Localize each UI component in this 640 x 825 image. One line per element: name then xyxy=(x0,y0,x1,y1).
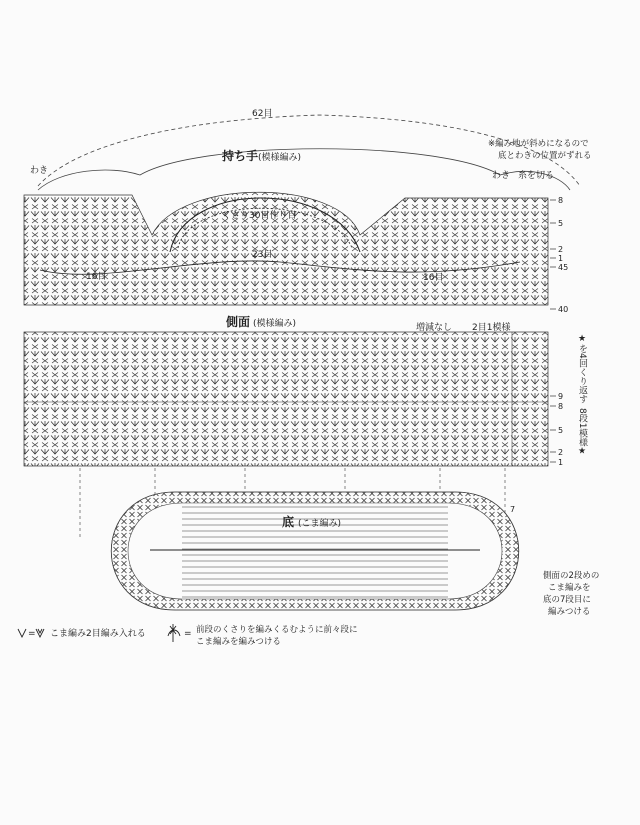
handle-outline xyxy=(38,149,570,190)
row-number-body-3: 5 xyxy=(558,426,564,435)
row-number-body-4: 2 xyxy=(558,448,564,457)
attach-note-2: こま編みを xyxy=(548,583,591,593)
handle-stitch-block xyxy=(24,192,548,305)
legend2-text-2: こま編みを編みつける xyxy=(196,637,281,647)
repeat-note: ★を4回くり返す xyxy=(577,334,587,404)
repeat-rows-note: 8段1模様★ xyxy=(577,408,587,457)
shift-note-1: ※編み地が斜めになるので xyxy=(488,139,589,149)
body-pattern-label: (模様編み) xyxy=(253,319,297,329)
shift-note-2: 底とわきの位置がずれる xyxy=(498,151,592,161)
attach-note-4: 編みつける xyxy=(548,607,591,617)
legend1-text: こま編み2目編み入れる xyxy=(50,629,146,639)
legend-equals-1: = xyxy=(28,629,36,639)
body-title: 側面 xyxy=(226,315,251,329)
center-count: 23目 xyxy=(252,250,273,260)
no-change-label: 増減なし xyxy=(416,323,453,333)
left-count: 16目 xyxy=(86,272,107,282)
side-left-label: わき xyxy=(30,166,49,176)
body-stitch-block xyxy=(24,332,548,466)
attach-note-1: 側面の2段めの xyxy=(543,571,600,581)
row-number-body-2: 8 xyxy=(558,402,564,411)
row-number-handle-3: 1 xyxy=(558,254,564,263)
legend-equals-2: = xyxy=(184,629,192,639)
bottom-pattern-label: (こま編み) xyxy=(298,519,342,529)
bottom-row-number: 7 xyxy=(510,505,516,514)
row-number-handle-1: 5 xyxy=(558,219,564,228)
chain-note: くさり30目作り目 xyxy=(222,211,297,221)
row-number-body-0: 40 xyxy=(558,305,569,314)
row-number-body-5: 1 xyxy=(558,458,564,467)
legend2-text-1: 前段のくさりを編みくるむように前々段に xyxy=(196,625,358,635)
handle-title: 持ち手 xyxy=(222,149,259,163)
row-number-body-1: 9 xyxy=(558,392,564,401)
bottom-title: 底 xyxy=(282,515,295,529)
right-count: 16目 xyxy=(423,273,444,283)
row-number-handle-2: 2 xyxy=(558,245,564,254)
bottom-row-lines xyxy=(182,503,448,599)
side-right-label: わき xyxy=(492,171,511,181)
attach-note-3: 底の7段目に xyxy=(543,595,591,605)
row-number-handle-0: 8 xyxy=(558,196,564,205)
spike-stitch-symbol-icon xyxy=(168,624,180,642)
pattern-repeat-label: 2目1模様 xyxy=(472,323,511,333)
cut-yarn-label: 糸を切る xyxy=(518,171,555,181)
handle-pattern-label: (模様編み) xyxy=(258,153,302,163)
row-number-handle-4: 45 xyxy=(558,263,569,272)
total-stitches-label: 62目 xyxy=(252,109,273,119)
